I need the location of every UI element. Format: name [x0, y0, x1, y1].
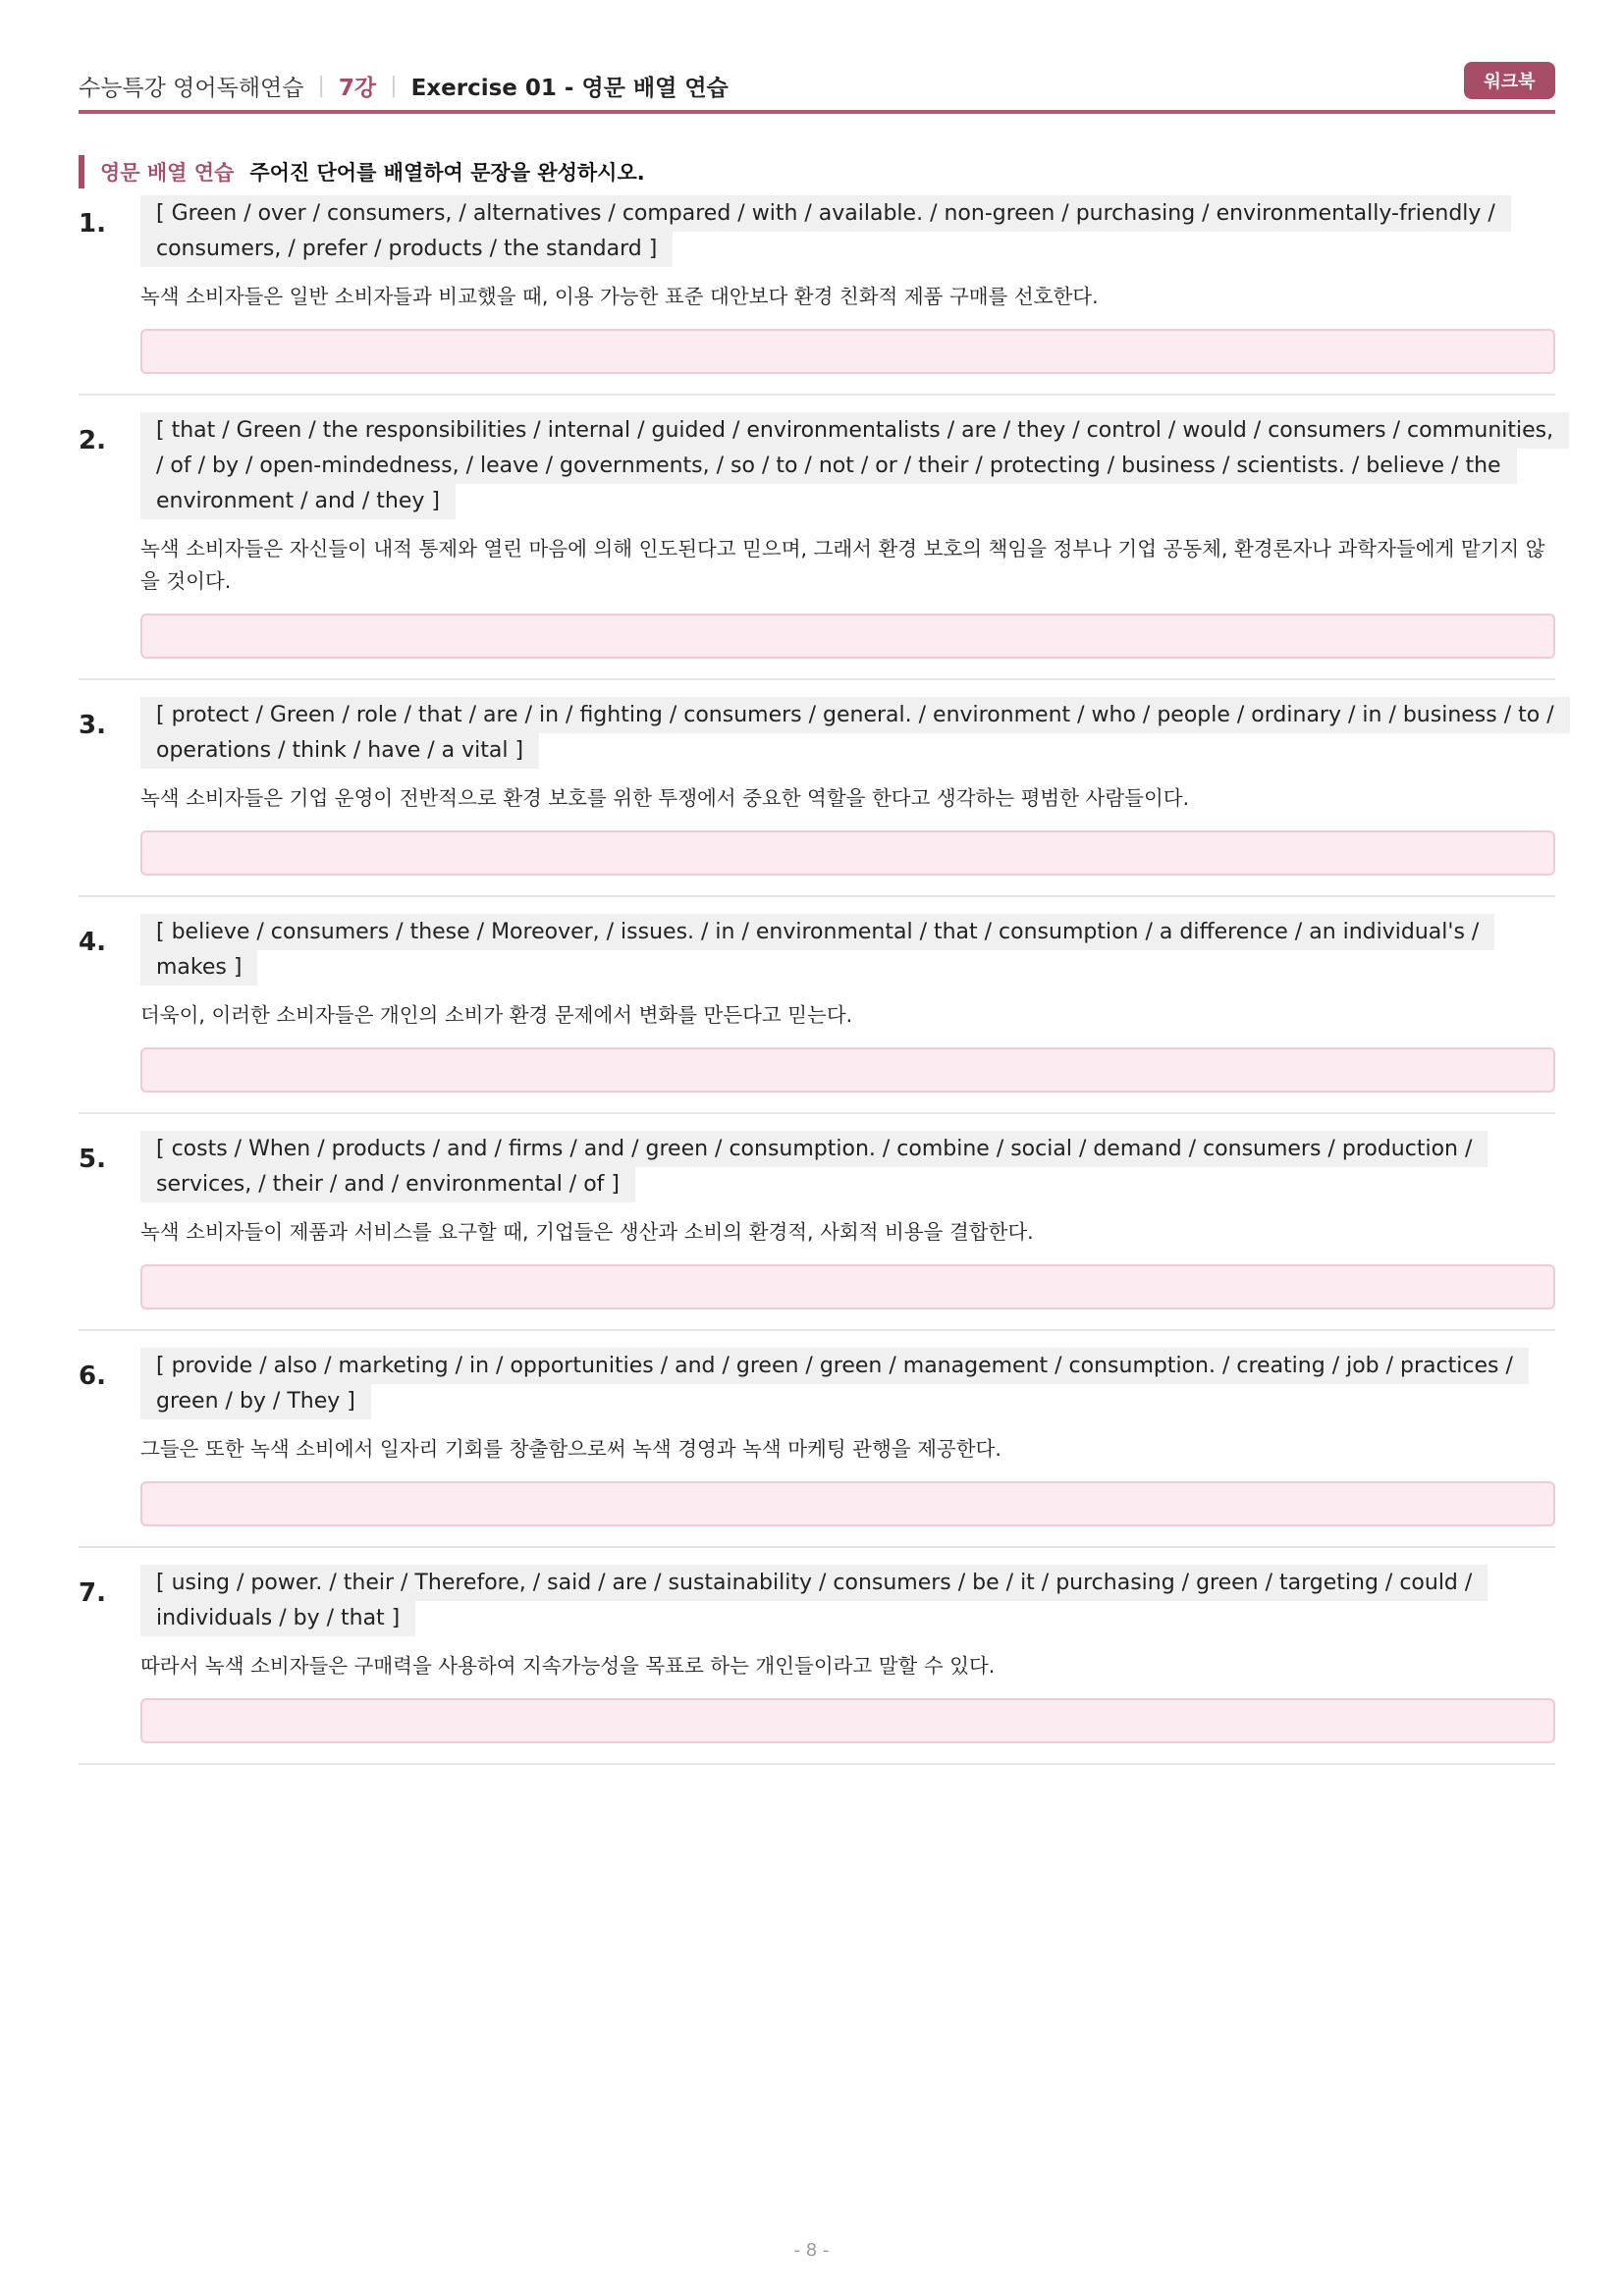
- book-title: 수능특강 영어독해연습: [79, 75, 304, 101]
- section-label: 영문 배열 연습: [100, 161, 235, 185]
- exercise-item: [79, 698, 1555, 897]
- item-number: 1.: [79, 209, 106, 239]
- korean-translation: 더욱이, 이러한 소비자들은 개인의 소비가 환경 문제에서 변화를 만든다고 믿는다.: [140, 1003, 853, 1027]
- section-instruction: 주어진 단어를 배열하여 문장을 완성하시오.: [249, 161, 645, 185]
- exercise-item: [79, 915, 1555, 1114]
- page-number: - 8 -: [793, 2240, 830, 2261]
- scrambled-words: [140, 1349, 1555, 1419]
- scrambled-words-text: [ provide / also / marketing / in / opportunities / and / green / green / management / consumption. / creating / job / practices / green / by / They ]: [140, 1348, 1529, 1419]
- header-divider: |: [390, 73, 398, 98]
- lesson-number: 7강: [338, 75, 377, 101]
- scrambled-words-text: [ believe / consumers / these / Moreover, / issues. / in / environmental / that / consumption / a difference / an individual's / makes ]: [140, 914, 1494, 986]
- item-number: 7.: [79, 1578, 106, 1608]
- exercise-list: [79, 196, 1555, 1783]
- scrambled-words: [140, 196, 1555, 267]
- item-number: 6.: [79, 1362, 106, 1391]
- korean-translation: 따라서 녹색 소비자들은 구매력을 사용하여 지속가능성을 목표로 하는 개인들이라고 말할 수 있다.: [140, 1654, 996, 1678]
- item-number: 3.: [79, 711, 106, 740]
- exercise-title: Exercise 01 - 영문 배열 연습: [410, 75, 729, 101]
- workbook-badge: 워크북: [1464, 62, 1555, 99]
- scrambled-words-text: [ costs / When / products / and / firms / and / green / consumption. / combine / social / demand / consumers / production / services, / their / and / environmental / of ]: [140, 1131, 1488, 1202]
- answer-box[interactable]: [140, 1481, 1555, 1526]
- item-number: 2.: [79, 426, 106, 455]
- answer-box[interactable]: [140, 329, 1555, 374]
- scrambled-words: [140, 413, 1555, 519]
- scrambled-words: [140, 1132, 1555, 1202]
- korean-translation: 녹색 소비자들은 자신들이 내적 통제와 열린 마음에 의해 인도된다고 믿으며, 그래서 환경 보호의 책임을 정부나 기업 공동체, 환경론자나 과학자들에게 맡기지 않을 것이다.: [140, 537, 1545, 593]
- answer-box[interactable]: [140, 830, 1555, 876]
- scrambled-words-text: [ Green / over / consumers, / alternatives / compared / with / available. / non-green / purchasing / environmentally-friendly / consumers, / prefer / products / the standard ]: [140, 195, 1511, 267]
- answer-box[interactable]: [140, 1047, 1555, 1093]
- scrambled-words-text: [ that / Green / the responsibilities / internal / guided / environmentalists / are / they / control / would / consumers / communities, / of / by / open-mindedness, / leave / governments, / so / to / not / or / their / protecting / business / scientists. / believe / the environment / and / they ]: [140, 412, 1569, 519]
- scrambled-words-text: [ protect / Green / role / that / are / in / fighting / consumers / general. / environment / who / people / ordinary / in / business / to / operations / think / have / a vital ]: [140, 697, 1570, 769]
- scrambled-words: [140, 1566, 1555, 1636]
- korean-translation: 그들은 또한 녹색 소비에서 일자리 기회를 창출함으로써 녹색 경영과 녹색 마케팅 관행을 제공한다.: [140, 1437, 1001, 1461]
- section-heading: [79, 155, 645, 188]
- scrambled-words-text: [ using / power. / their / Therefore, / said / are / sustainability / consumers / be / it / purchasing / green / targeting / could / individuals / by / that ]: [140, 1565, 1488, 1636]
- page-header: [79, 61, 1555, 114]
- scrambled-words: [140, 915, 1555, 986]
- header-divider: |: [317, 73, 325, 98]
- exercise-item: [79, 1349, 1555, 1548]
- answer-box[interactable]: [140, 614, 1555, 659]
- answer-box[interactable]: [140, 1698, 1555, 1743]
- item-number: 4.: [79, 928, 106, 957]
- korean-translation: 녹색 소비자들은 기업 운영이 전반적으로 환경 보호를 위한 투쟁에서 중요한 역할을 한다고 생각하는 평범한 사람들이다.: [140, 786, 1190, 810]
- exercise-item: [79, 196, 1555, 396]
- answer-box[interactable]: [140, 1264, 1555, 1309]
- korean-translation: 녹색 소비자들이 제품과 서비스를 요구할 때, 기업들은 생산과 소비의 환경적, 사회적 비용을 결합한다.: [140, 1220, 1034, 1244]
- exercise-item: [79, 413, 1555, 680]
- exercise-item: [79, 1566, 1555, 1765]
- exercise-item: [79, 1132, 1555, 1331]
- scrambled-words: [140, 698, 1555, 769]
- item-number: 5.: [79, 1145, 106, 1174]
- korean-translation: 녹색 소비자들은 일반 소비자들과 비교했을 때, 이용 가능한 표준 대안보다 환경 친화적 제품 구매를 선호한다.: [140, 285, 1099, 308]
